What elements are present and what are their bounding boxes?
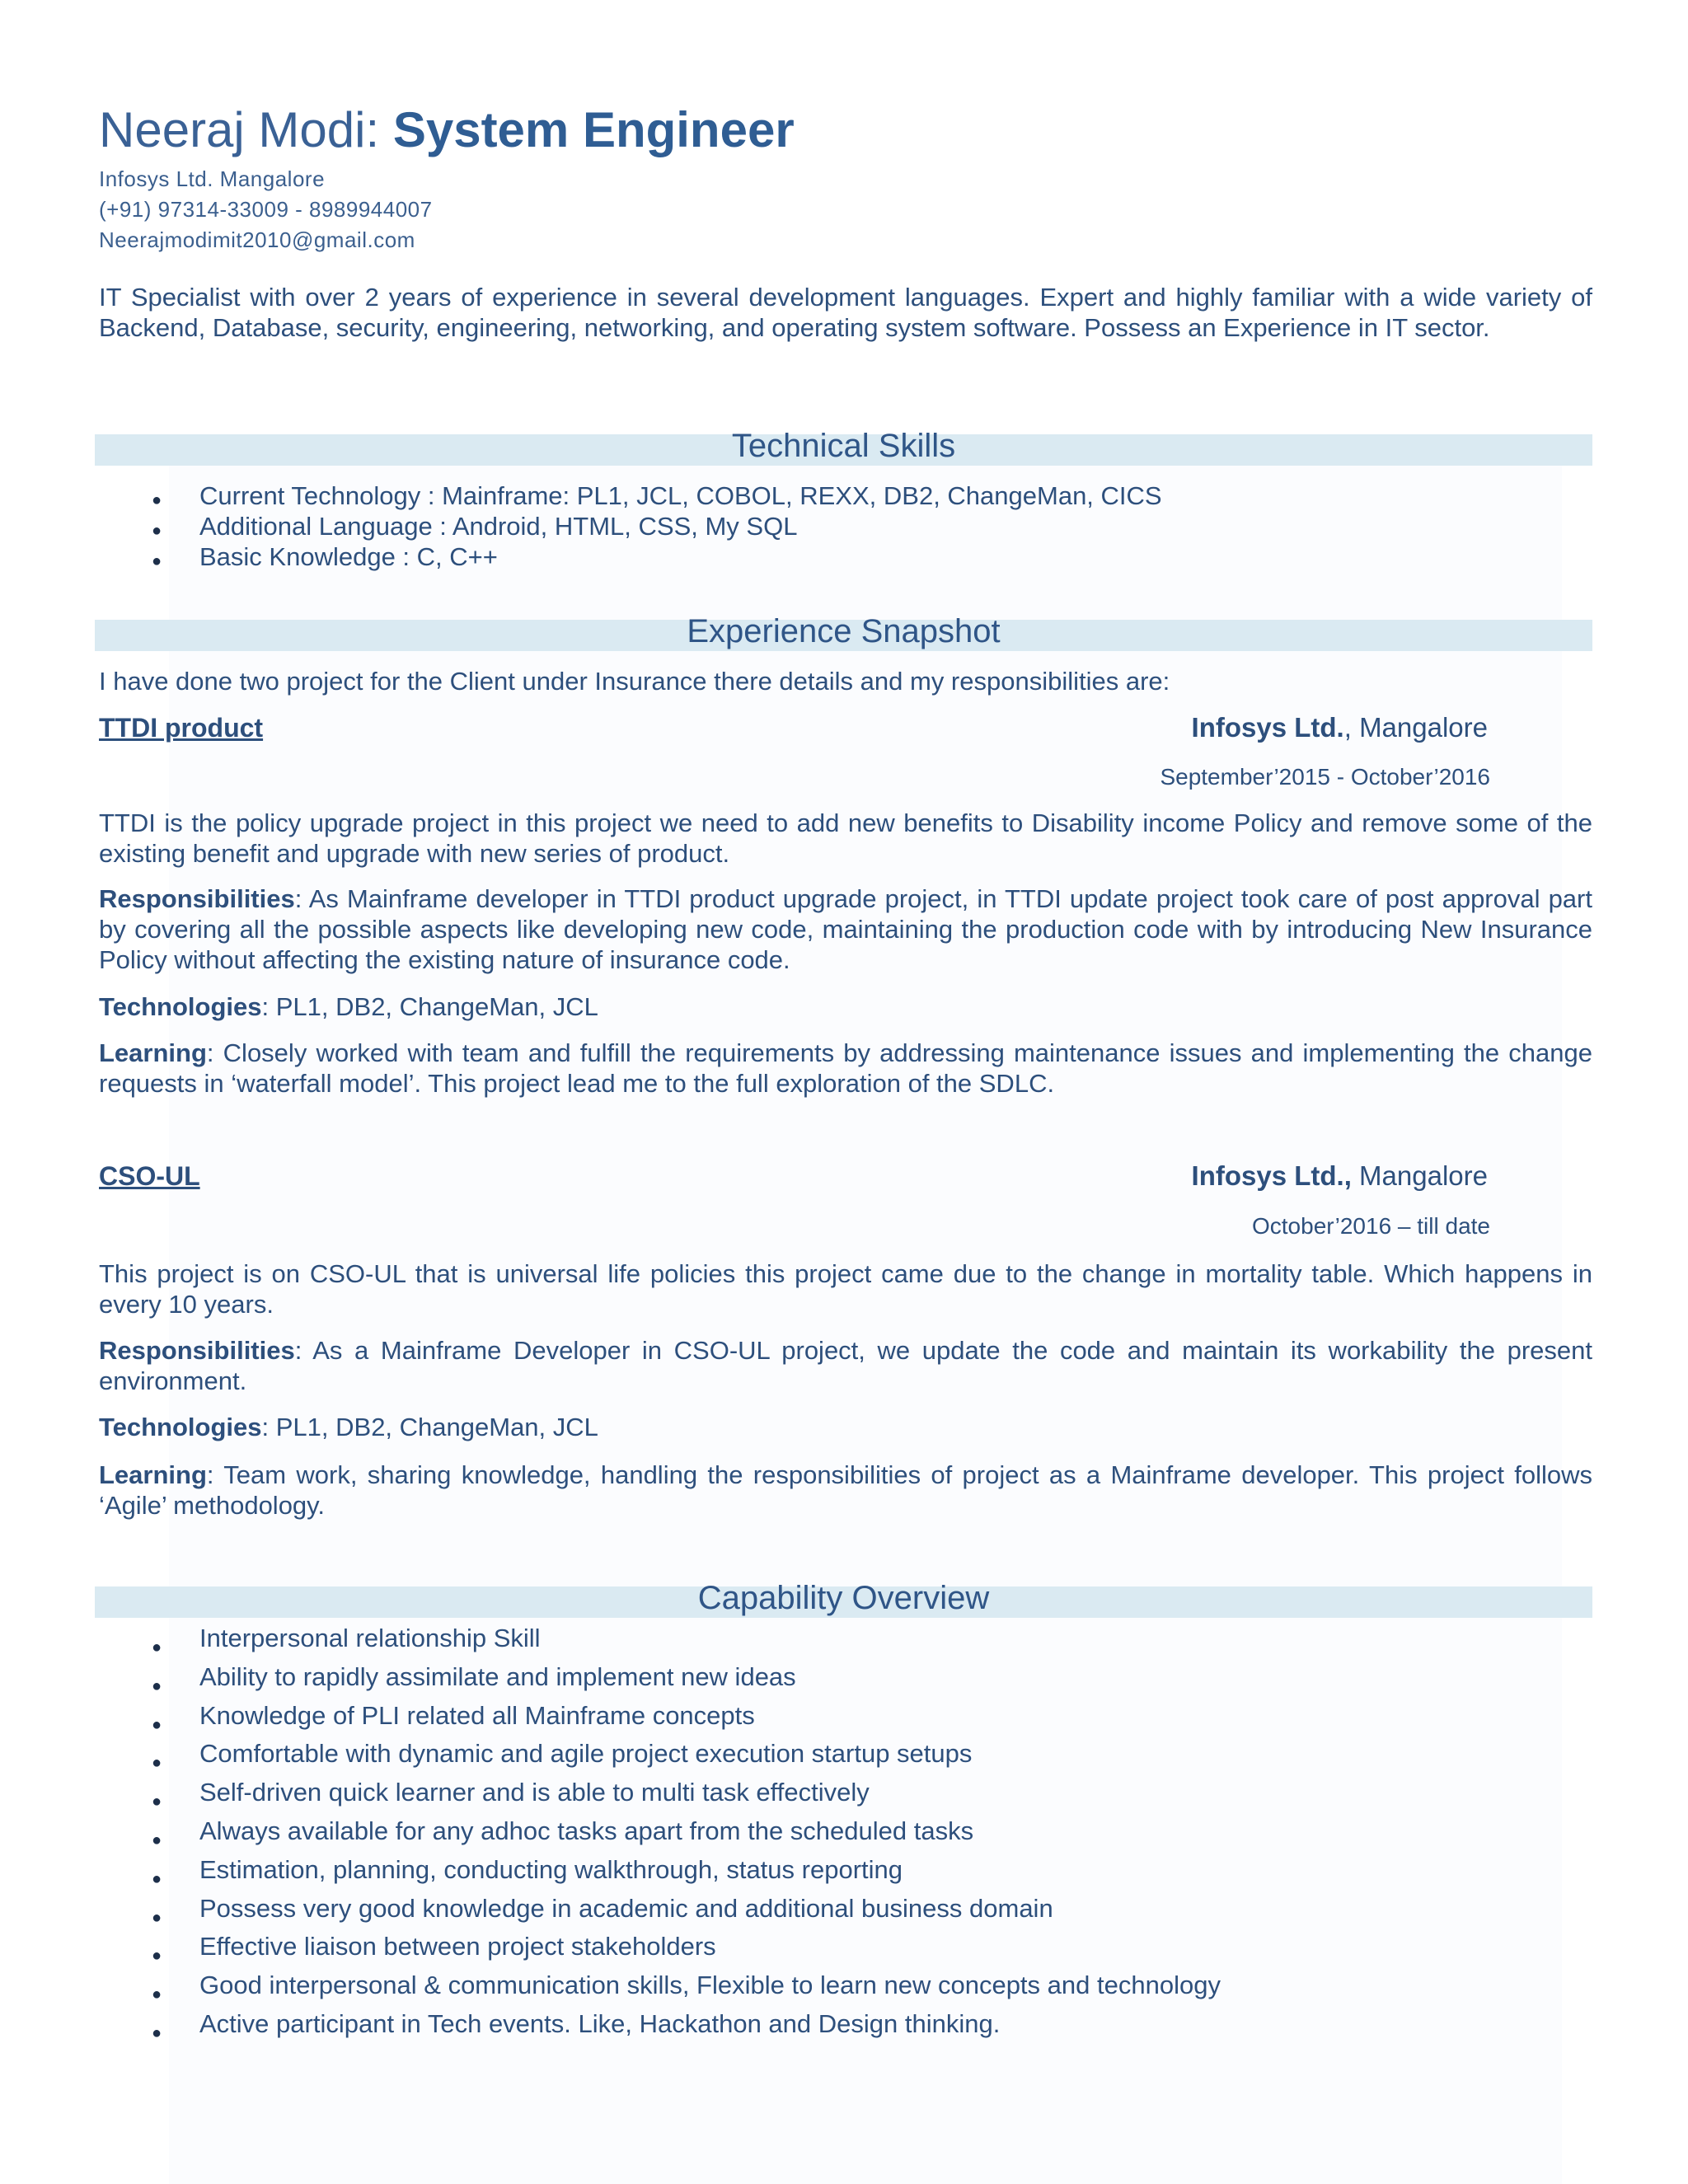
company-name: Infosys Ltd. — [1191, 712, 1344, 743]
learning-label: Learning — [99, 1038, 207, 1067]
list-item: ● Additional Language : Android, HTML, CSS, My SQL — [99, 511, 1162, 541]
project-company — [1192, 712, 1488, 743]
project-description: TTDI is the policy upgrade project in this project we need to add new benefits to Disability income Policy and remove some of the existing benefit and upgrade with new series of product. — [99, 808, 1592, 868]
project-description: This project is on CSO-UL that is universal life policies this project came due to the change in mortality table. Which happens in every 10 years. — [99, 1259, 1592, 1319]
responsibilities-label: Responsibilities — [99, 1336, 295, 1365]
technical-skills-list — [99, 480, 1162, 572]
company-location: Infosys Ltd. Mangalore — [99, 166, 326, 191]
technical-skills-band — [95, 428, 1592, 466]
project-learning — [99, 1460, 1592, 1521]
section-heading-capability: Capability Overview — [697, 1580, 990, 1616]
company-name: Infosys Ltd., — [1191, 1160, 1352, 1191]
phone-number: (+91) 97314-33009 - 8989944007 — [99, 197, 433, 222]
list-item: ● Interpersonal relationship Skill — [99, 1619, 1221, 1658]
responsibilities-text: : As Mainframe developer in TTDI product upgrade project, in TTDI update project took care of post approval part by covering all the possible aspects like developing new code, maintaining the production code with by introducing New Insurance Policy without affecting the existing nature of insurance code. — [99, 884, 1592, 974]
responsibilities-text: : As a Mainframe Developer in CSO-UL project, we update the code and maintain its workability the present environment. — [99, 1336, 1592, 1395]
list-item: ● Basic Knowledge : C, C++ — [99, 541, 1162, 572]
project-title-cso-ul: CSO-UL — [99, 1161, 200, 1191]
project-title-ttdi: TTDI product — [99, 713, 264, 743]
section-heading-technical-skills: Technical Skills — [731, 428, 956, 464]
list-item: ● Comfortable with dynamic and agile project execution startup setups — [99, 1735, 1221, 1774]
technologies-text: : PL1, DB2, ChangeMan, JCL — [261, 1413, 598, 1441]
technologies-label: Technologies — [99, 992, 262, 1021]
job-title: System Engineer — [392, 102, 795, 157]
learning-text: : Closely worked with team and fulfill the requirements by addressing maintenance issues and implementing the change requests in ‘waterfall model’. This project lead me to the full exploration of the SDLC. — [99, 1038, 1592, 1098]
project-responsibilities — [99, 1335, 1592, 1396]
candidate-name: Neeraj Modi: — [99, 102, 393, 157]
project-technologies — [99, 1412, 1592, 1442]
experience-intro: I have done two project for the Client under Insurance there details and my responsibilities are: — [99, 667, 1170, 696]
experience-snapshot-band — [95, 613, 1592, 651]
technologies-text: : PL1, DB2, ChangeMan, JCL — [261, 992, 598, 1021]
company-location: , Mangalore — [1343, 712, 1488, 743]
capability-list — [99, 1619, 1221, 2044]
email-address[interactable]: Neerajmodimit2010@gmail.com — [99, 227, 415, 252]
project-learning — [99, 1038, 1592, 1099]
list-item: ● Active participant in Tech events. Like, Hackathon and Design thinking. — [99, 2005, 1221, 2044]
section-heading-experience: Experience Snapshot — [687, 613, 1001, 649]
learning-label: Learning — [99, 1460, 207, 1489]
project-responsibilities — [99, 883, 1592, 975]
list-item: ● Effective liaison between project stakeholders — [99, 1928, 1221, 1966]
list-item: ● Possess very good knowledge in academic and additional business domain — [99, 1890, 1221, 1929]
list-item: ● Knowledge of PLI related all Mainframe concepts — [99, 1697, 1221, 1736]
list-item: ● Current Technology : Mainframe: PL1, JCL, COBOL, REXX, DB2, ChangeMan, CICS — [99, 480, 1162, 511]
company-location: Mangalore — [1351, 1160, 1488, 1191]
list-item: ● Self-driven quick learner and is able to multi task effectively — [99, 1774, 1221, 1812]
list-item: ● Ability to rapidly assimilate and implement new ideas — [99, 1658, 1221, 1697]
candidate-name-title — [99, 101, 795, 158]
professional-summary: IT Specialist with over 2 years of experience in several development languages. Expert and highly familiar with a wide variety of Backend, Database, security, engineering, networking, and operating system software. Possess an Experience in IT sector. — [99, 283, 1592, 342]
learning-text: : Team work, sharing knowledge, handling the responsibilities of project as a Mainframe developer. This project follows ‘Agile’ methodology. — [99, 1460, 1592, 1520]
list-item: ● Always available for any adhoc tasks apart from the scheduled tasks — [99, 1812, 1221, 1851]
project-technologies — [99, 991, 1592, 1022]
project-company — [1192, 1160, 1488, 1192]
list-item: ● Estimation, planning, conducting walkthrough, status reporting — [99, 1851, 1221, 1890]
capability-overview-band — [95, 1580, 1592, 1618]
technologies-label: Technologies — [99, 1413, 262, 1441]
responsibilities-label: Responsibilities — [99, 884, 295, 913]
project-dates: September’2015 - October’2016 — [1160, 764, 1490, 790]
list-item: ● Good interpersonal & communication skills, Flexible to learn new concepts and technology — [99, 1966, 1221, 2005]
project-dates: October’2016 – till date — [1252, 1213, 1490, 1239]
